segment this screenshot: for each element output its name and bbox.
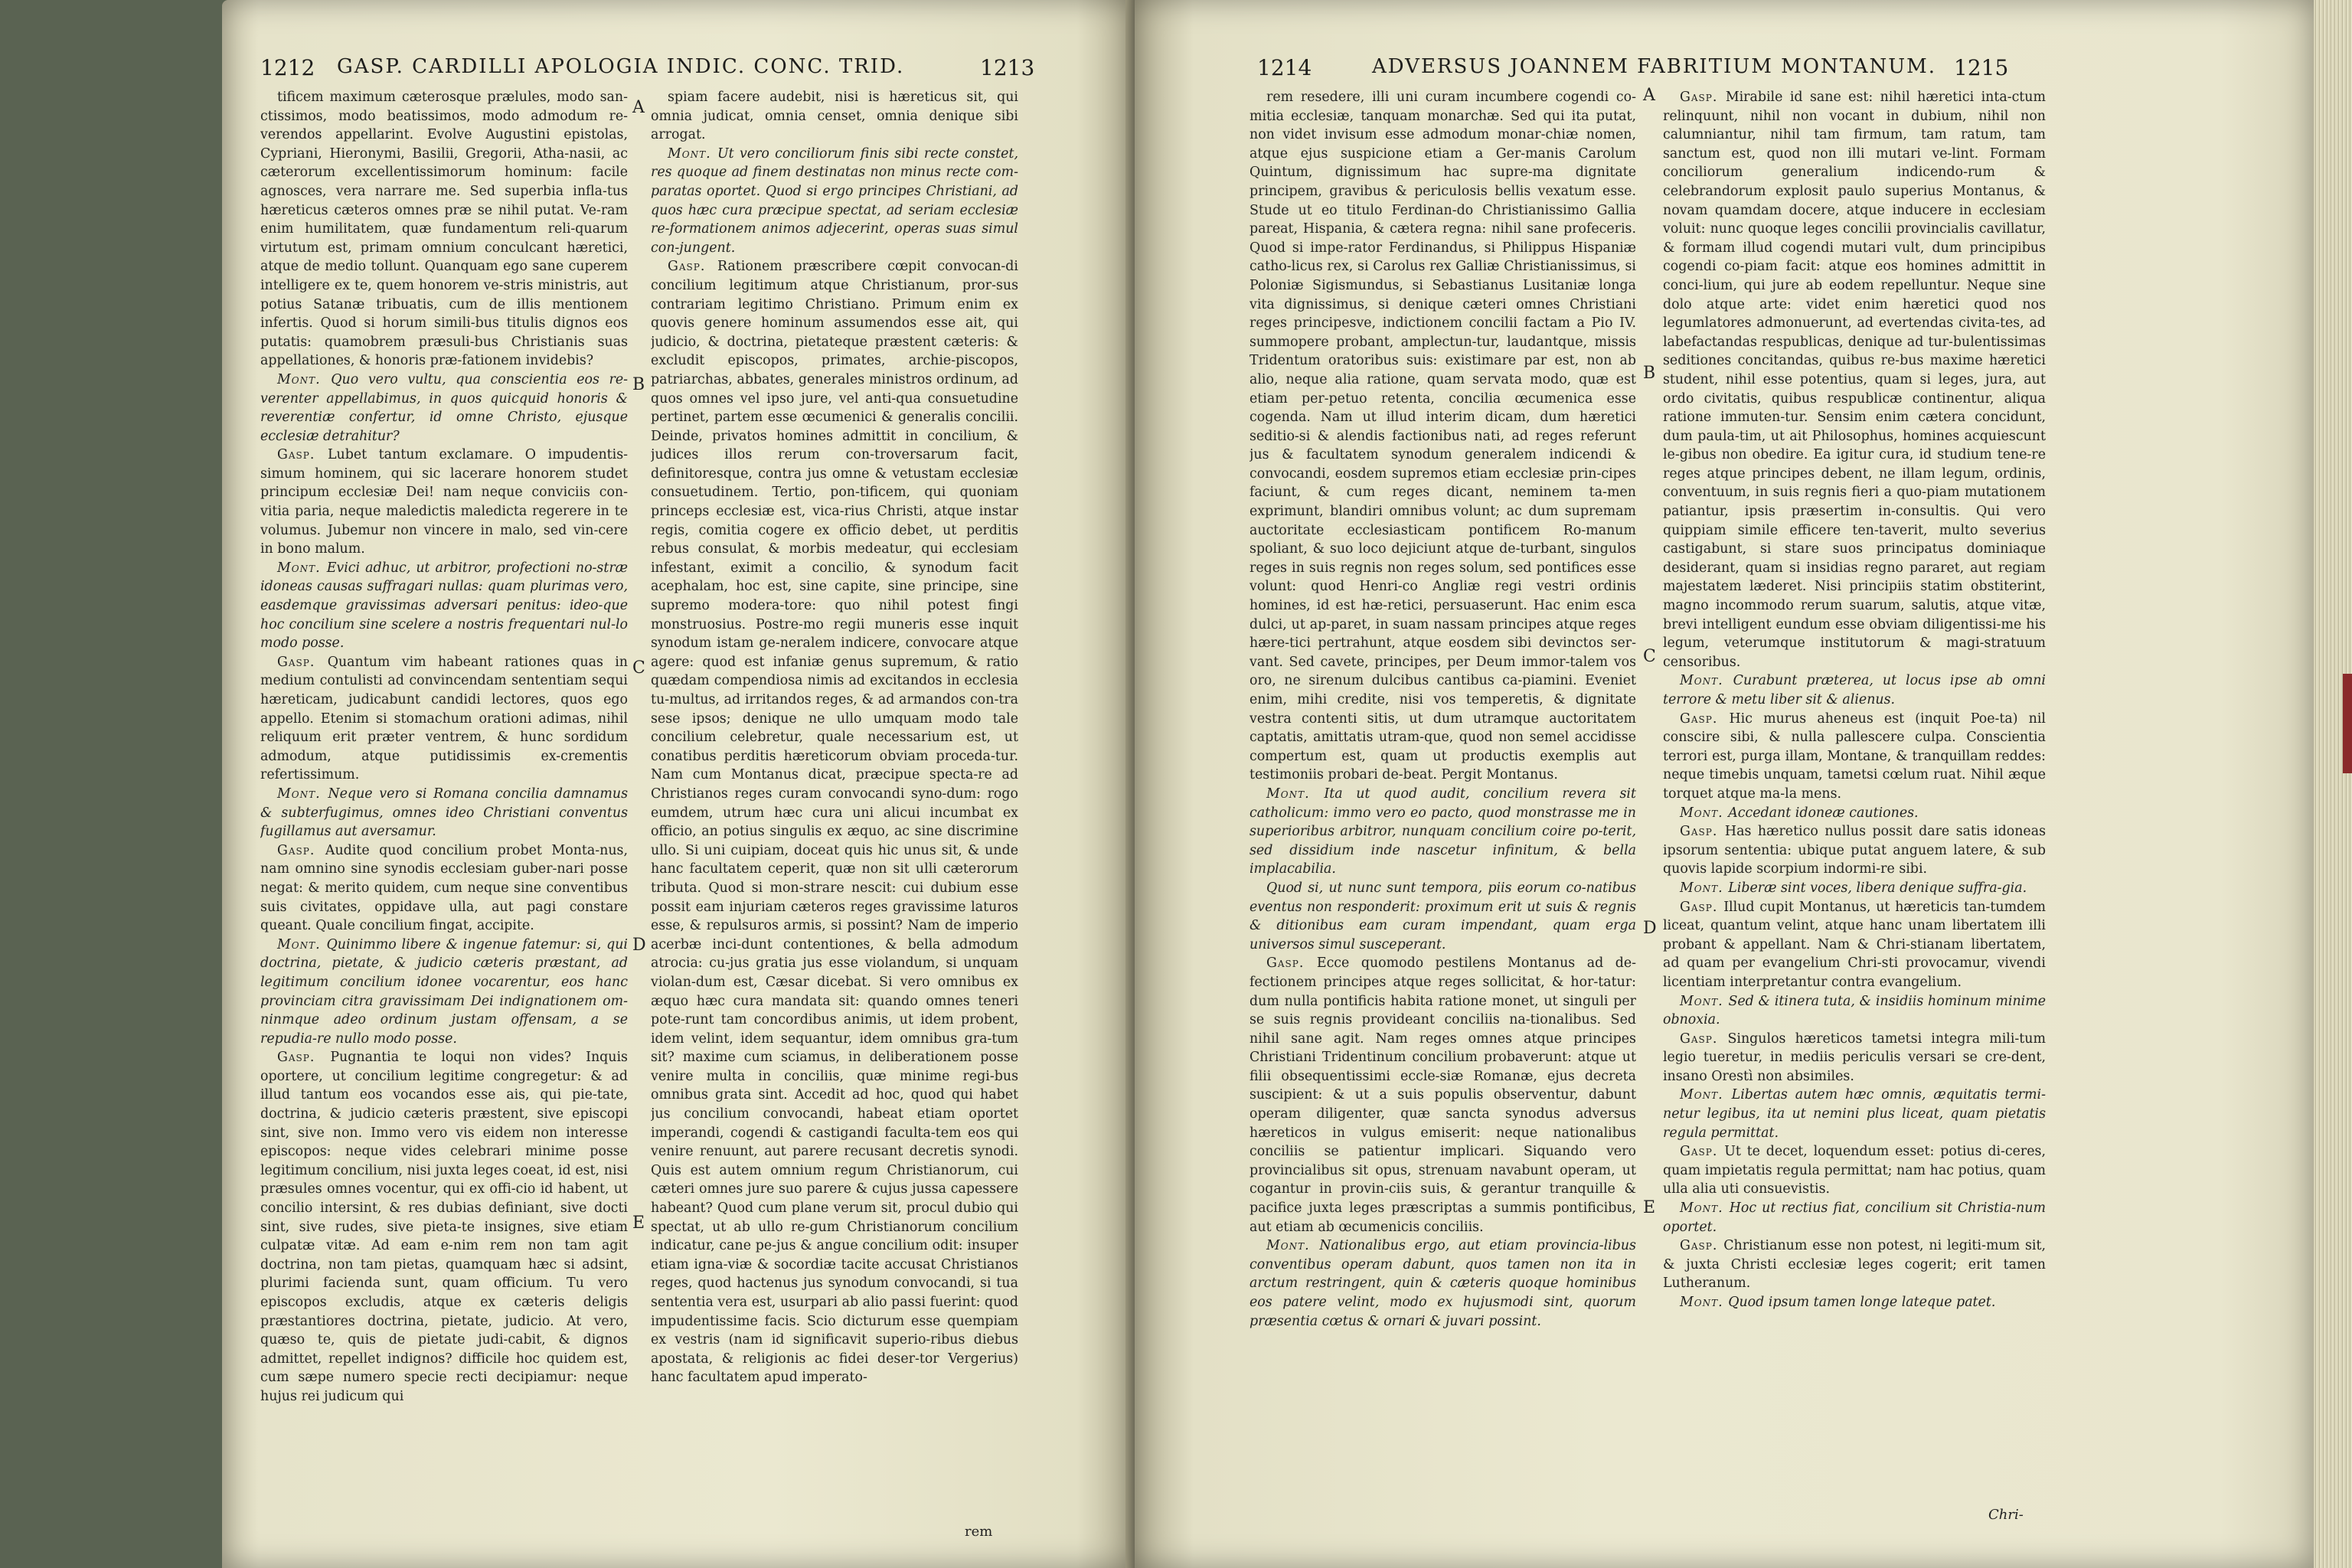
speaker-label: Mont. xyxy=(277,786,328,802)
margin-marker-c: C xyxy=(632,658,645,678)
speaker-label: Mont. xyxy=(668,145,717,162)
paragraph-text: tificem maximum cæterosque prælules, modo san-ctissimos, modo beatissimos, modo admodum re-verendos appellarint. Evolve Augustini epistolas, Cypriani, Hieronymi, Basilii, Gregorii, Atha-nasii, ac cæterorum excellentissimorum hominum: facile agnosces, vera narrare me. Sed superbia infla-tus hæreticus cæteros omnes præ se nihil putat. Ve-ram enim humilitatem, quæ fundamentum reli-quarum virtutum est, primam omnium conculcant hæretici, atque de medio tollunt. Quanquam ego sane cuperem intelligere ex te, quem honorem ve-stris ministris, aut potius Satanæ tribuatis, cum de illis mentionem infertis. Quod si horum simili-bus titulis dignos eos putatis: quamobrem præsuli-bus Christianis suas appellationes, & honoris præ-fationem invidebis? xyxy=(260,90,628,369)
speaker-label: Mont. xyxy=(277,936,327,952)
margin-marker-c-right: C xyxy=(1643,647,1656,666)
paragraph xyxy=(260,841,628,936)
paragraph xyxy=(1663,898,2046,992)
paragraph xyxy=(1663,88,2046,671)
paragraph-text: Nationalibus ergo, aut etiam provincia-libus conventibus operam dabunt, quos tamen non ita in arctum restringent, quin & cæteris quoque hominibus eos patere velint, modo ex hujusmodi sint, quorum præsentia cœtus & ornari & juvari possint. xyxy=(1250,1238,1636,1329)
left-page xyxy=(222,0,1132,1568)
paragraph-text: Ecce quomodo pestilens Montanus ad de-fectionem principes atque reges sollicitat, & hor-tatur: dum nulla pontificis habita ratione monet, ut singuli per se suis regnis provideant conciliis na-tionalibus. Sed nihil sane agit. Nam reges omnes atque principes Christiani Tridentinum concilium probaverunt: atque ut filii obsequentissimi eccle-siæ Romanæ, ejus decreta suscipient: & ut a suis populis observentur, dabunt operam diligenter, quæ sancta synodus adversus hæreticos in vulgus emiserit: neque nationalibus conciliis se patientur implicari. Siquando vero provincialibus sit opus, strenuam navabunt operam, ut cogantur in provin-ciis suis, & gerantur tranquille & pacifice juxta leges præscriptas a summis pontificibus, aut etiam ab œcumenicis conciliis. xyxy=(1250,956,1636,1235)
speaker-label: Mont. xyxy=(1680,1200,1730,1217)
page-number-left-a: 1212 xyxy=(260,55,315,80)
paragraph-text: Hoc ut rectius fiat, concilium sit Christia-num oportet. xyxy=(1663,1200,2046,1235)
right-page-column-a xyxy=(1250,88,1636,1501)
paragraph xyxy=(260,1048,628,1406)
speaker-label: Mont. xyxy=(1680,805,1729,821)
speaker-label: Gasp. xyxy=(1680,824,1725,840)
paragraph xyxy=(1663,804,2046,823)
paragraph-text: Quantum vim habeant rationes quas in medium contulisti ad convincendam sententiam sequi hæreticam, judicabunt candidi lectores, quos ego appello. Etenim si stomachum orationi adimas, nihil reliquum erit præter ventrem, & hunc sordidum admodum, atque putidissimis ex-crementis refertissimum. xyxy=(260,654,628,783)
right-page xyxy=(1135,0,2314,1568)
paragraph xyxy=(1663,992,2046,1030)
speaker-label: Gasp. xyxy=(277,842,325,858)
speaker-label: Gasp. xyxy=(668,259,717,275)
speaker-label: Mont. xyxy=(1680,880,1729,896)
paragraph-text: Pugnantia te loqui non vides? Inquis oportere, ut concilium legitime congregetur: & ad illud tantum eos vocandos esse ais, qui pie-tate, doctrina, & judicio cæteris præstent, sive episcopi sint, sive non. Immo vero vis eidem non interesse episcopos: neque vides celebrari minime posse legitimum concilium, nisi juxta leges coeat, id est, nisi præsules omnes vocentur, qui ex offi-cio id habent, ut concilio intersint, & res dubias definiant, sive docti sint, sive rudes, sive pieta-te insignes, sive etiam culpatæ vitæ. Ad eam e-nim rem non tam agit doctrina, non tam pietas, quamquam hæc si adsint, plurimi facienda sunt, quam officium. Tu vero episcopos excludis, atque ex cæteris deligis præstantiores doctrina, pietate, judicio. At vero, quæso te, quis de pietate judi-cabit, & dignos admittet, repellet indignos? difficile hoc quidem est, cum sæpe numero specie recti decipiamur: neque hujus rei judicum qui xyxy=(260,1050,628,1404)
paragraph-text: Ut vero conciliorum finis sibi recte constet, res quoque ad finem destinatas non minus recte com-paratas oportet. Quod si ergo principes Christiani, ad quos hæc cura præcipue spectat, ad seriam ecclesiæ re-formationem animos adjecerint, operas suas simul con-jungent. xyxy=(651,145,1018,256)
paragraph xyxy=(1663,710,2046,804)
speaker-label: Mont. xyxy=(1680,1295,1729,1310)
paragraph xyxy=(1250,879,1636,954)
speaker-label: Mont. xyxy=(1266,786,1325,802)
custos-left: rem xyxy=(965,1524,993,1540)
speaker-label: Mont. xyxy=(1266,1238,1320,1254)
paragraph xyxy=(1250,1236,1636,1331)
paragraph-text: rem resedere, illi uni curam incumbere cogendi co-mitia ecclesiæ, tanquam monarchæ. Sed qui ita putat, non videt invisum esse admodum monar-chiæ nomen, atque ejus suspicione etiam a Ger-manis Carolum Quintum, dignissimum hac supre-ma dignitate principem, gravibus & periculosis bellis vexatum esse. Stude ut eo titulo Ferdinan-do Christianissimo Gallia pareat, Hispania, & cætera regna: nihil sane profeceris. Quod si impe-rator Ferdinandus, si Philippus Hispaniæ catho-licus rex, si Carolus rex Galliæ Christianissimus, si Poloniæ Sigismundus, si Sebastianus Lusitaniæ longa vita dignissimus, si denique cæteri omnes Christiani reges principesve, indictionem concilii factam a Pio IV. summopere probant, amplectun-tur, laudantque, missis Tridentum oratoribus suis: existimare par est, non ab alio, neque alia ratione, quam servata modo, quæ est etiam per-petuo retenta, concilia œcumenica esse cogenda. Nam ut illud interim dicam, dum hæretici seditio-si & alendis factionibus nati, ad reges referunt jus & facultatem synodum generalem indicendi & convocandi, eosdem supremos etiam ecclesiæ prin-cipes faciunt, & cum reges dicant, neminem ta-men exprimunt, blandiri omnibus volunt; ac dum supremam auctoritate ecclesiasticam pontificem Ro-manum spoliant, & suo loco dejiciunt atque de-turbant, singulos reges in suis regnis non reges solum, sed pontifices esse volunt: quod Henri-co Angliæ regi vestri ordinis homines, id est hæ-retici, persuaserunt. Hac enim esca dulci, ut ap-paret, in suam nassam principes atque reges hære-tici pertrahunt, atque eosdem sibi devinctos ser-vant. Sed cavete, principes, per Deum immor-talem vos oro, ne sirenum dulcibus cantibus ca-piamini. Eveniet enim, mihi credite, nisi vos temperetis, & dignitate vestra contenti sitis, ut dum utramque auctoritatem captatis, amittatis utram-que, quod non semel accidisse compertum est, quam ut productis exemplis aut testimoniis probari de-beat. Pergit Montanus. xyxy=(1250,90,1636,783)
speaker-label: Gasp. xyxy=(277,1050,331,1066)
margin-marker-a-right: A xyxy=(1643,86,1655,105)
paragraph xyxy=(260,88,628,371)
paragraph-text: Christianum esse non potest, ni legiti-mum sit, & juxta Christi ecclesiæ leges cogerit; erit tamen Lutheranum. xyxy=(1663,1238,2046,1292)
paragraph xyxy=(1663,1199,2046,1236)
paragraph xyxy=(260,785,628,841)
paragraph-text: Evici adhuc, ut arbitror, profectioni no-stræ idoneas causas suffragari nullas: quam plurimas vero, easdemque gravissimas adversari penitus: ideo-que hoc concilium sine scelere a nostris frequentari nul-lo modo posse. xyxy=(260,560,628,652)
paragraph-text: Accedant idoneæ cautiones. xyxy=(1728,805,1919,821)
paragraph-text: Libertas autem hæc omnis, æquitatis termi-netur legibus, ita ut nemini plus liceat, quam pietatis regula permittat. xyxy=(1663,1087,2046,1141)
paragraph-text: spiam facere audebit, nisi is hæreticus sit, qui omnia judicat, omnia censet, omnia denique sibi arrogat. xyxy=(651,90,1018,143)
speaker-label: Gasp. xyxy=(1680,899,1724,915)
running-head-left: GASP. CARDILLI APOLOGIA INDIC. CONC. TRID. xyxy=(337,55,905,78)
paragraph-text: Quo vero vultu, qua conscientia eos re-verenter appellabimus, in quos quicquid honoris & reverentiæ confertur, id omne Christo, ejusque ecclesiæ detrahitur? xyxy=(260,371,628,444)
paragraph xyxy=(260,559,628,653)
speaker-label: Mont. xyxy=(1680,993,1729,1009)
margin-marker-d-right: D xyxy=(1643,919,1657,938)
speaker-label: Mont. xyxy=(1680,1087,1732,1103)
paragraph xyxy=(651,88,1018,145)
speaker-label: Mont. xyxy=(1680,673,1733,689)
custos-right: Chri- xyxy=(1988,1507,2024,1523)
paragraph-text: Audite quod concilium probet Monta-nus, nam omnino sine synodis ecclesiam guber-nari posse negat: & merito quidem, cum neque sine conventibus suis civitates, oppidave ulla, aut pagi constare queant. Quale concilium fingat, accipite. xyxy=(260,842,628,934)
paragraph-text: Quod ipsum tamen longe lateque patet. xyxy=(1728,1295,1996,1310)
paragraph-text: Illud cupit Montanus, ut hæreticis tan-tumdem liceat, quantum velint, atque hanc unam libertatem illi probant & appellant. Nam & Chri-stianam libertatem, ad quam per evangelium Chri-sti provocamur, vivendi licentiam interpretantur contra evangelium. xyxy=(1663,899,2046,990)
paragraph-text: Quinimmo libere & ingenue fatemur: si, qui doctrina, pietate, & judicio cæteris præstant, ad legitimum concilium idonee vocarentur, eos hanc provinciam citra gravissimam Dei indignationem om-ninmque adeo ordinum justam offensam, a se repudia-re nullo modo posse. xyxy=(260,936,628,1047)
paragraph xyxy=(260,446,628,559)
speaker-label: Gasp. xyxy=(1680,710,1730,727)
paragraph-text: Hic murus aheneus est (inquit Poe-ta) nil conscire sibi, & nulla pallescere culpa. Conscientia terrori est, purga illam, Montane, & tranquillam reddes: neque timebis unquam, tametsi cœlum ruat. Nihil æque torquet atque ma-la mens. xyxy=(1663,710,2046,802)
paragraph xyxy=(1663,671,2046,709)
speaker-label: Gasp. xyxy=(277,447,328,463)
margin-marker-e-right: E xyxy=(1643,1198,1656,1217)
margin-marker-a: A xyxy=(632,98,645,117)
page-number-right-a: 1214 xyxy=(1257,55,1312,80)
left-page-column-a xyxy=(260,88,628,1501)
paragraph-text: Ita ut quod audit, concilium revera sit catholicum: immo vero eo pacto, quod monstrasse me in superioribus arbitror, nunquam concilium coire po-terit, sed dissidium inde nascetur infinitum, & bella implacabilia. xyxy=(1250,786,1636,877)
paragraph xyxy=(1250,785,1636,879)
paragraph-text: Liberæ sint voces, libera denique suffra-gia. xyxy=(1728,880,2027,896)
paragraph xyxy=(1663,1030,2046,1086)
paragraph xyxy=(1250,88,1636,785)
paragraph xyxy=(260,936,628,1049)
paragraph xyxy=(1250,954,1636,1236)
paragraph xyxy=(1663,822,2046,879)
speaker-label: Gasp. xyxy=(277,654,328,670)
margin-marker-d: D xyxy=(632,936,646,955)
paragraph xyxy=(1663,1236,2046,1293)
paragraph-text: Quod si, ut nunc sunt tempora, piis eorum co-natibus eventus non responderit: proximum erit ut suis & regnis & ditionibus eam curam impendant, quam erga universos simul susceperant. xyxy=(1250,880,1636,952)
speaker-label: Gasp. xyxy=(1680,1144,1725,1160)
paragraph xyxy=(651,257,1018,1387)
margin-marker-e: E xyxy=(632,1214,645,1233)
speaker-label: Gasp. xyxy=(1680,1031,1728,1047)
paragraph-text: Curabunt præterea, ut locus ipse ab omni terrore & metu liber sit & alienus. xyxy=(1663,673,2046,707)
left-page-column-b xyxy=(651,88,1018,1501)
ribbon-marker xyxy=(2343,674,2352,773)
paragraph xyxy=(260,371,628,446)
paragraph-text: Lubet tantum exclamare. O impudentis-simum hominem, qui sic lacerare honorem studet principum ecclesiæ Dei! nam neque conviciis con-vitia paria, neque maledictis maledicta regerere in te volumus. Jubemur non vincere in malo, sed vin-cere in bono malum. xyxy=(260,447,628,557)
paragraph xyxy=(1663,1142,2046,1199)
speaker-label: Gasp. xyxy=(1680,1238,1724,1254)
margin-marker-b-right: B xyxy=(1643,364,1656,383)
page-edges xyxy=(2314,0,2352,1568)
paragraph xyxy=(1663,1293,2046,1312)
paragraph xyxy=(1663,879,2046,898)
paragraph-text: Rationem præscribere cœpit convocan-di concilium legitimum atque Christianum, pror-sus contrariam legitimo Christiano. Primum enim ex quovis genere hominum assumendos esse ait, qui judicio, & doctrina, pietateque præstent cæteris: & excludit episcopos, primates, archie-piscopos, patriarchas, abbates, generales ministros ordinum, ad quos omnes vel ipso jure, vel anti-qua consuetudine pertinet, partem esse œcumenici & generalis concilii. Deinde, privatos homines admittit in concilium, & judices illos rerum con-troversarum facit, definitoresque, contra jus omne & vetustam ecclesiæ consuetudinem. Tertio, pon-tificem, qui quoniam princeps ecclesiæ est, vica-rius Christi, atque instar regis, comitia cogere ex officio debet, ut perditis rebus consulat, & morbis medeatur, qui ecclesiam infestant, eximit a concilio, & synodum facit acephalam, hoc est, sine capite, sine principe, sine supremo modera-tore: quo nihil potest fingi monstruosius. Postre-mo regii muneris esse inquit synodum istam ge-neralem indicere, convocare atque agere: quod est infaniæ genus supremum, & ratio quædam compendiosa nimis ad excitandos in ecclesia tu-multus, ad irritandos reges, & ad armandos con-tra sese ipsos; denique ne ullo umquam modo tale concilium celebretur, quale necessarium est, ut conatibus perditis hæreticorum obviam proceda-tur. Nam cum Montanus dicat, præcipue specta-re ad Christianos reges curam convocandi syno-dum: rogo eumdem, utrum hæc cura uni alicui incumbat ex officio, an potius singulis ex æquo, ac sine discrimine ullo. Si uni cuipiam, doceat quis hic unus sit, & unde hanc facultatem ceperit, quæ non sit ulli cæterorum tributa. Quod si mon-strare nescit: cui dubium esse possit eam injuriam cæteros reges gravissime laturos esse, & repulsuros armis, si possint? Nam de imperio acerbæ inci-dunt contentiones, & bella admodum atrocia: cu-jus gratia jus esse violandum, si unquam violan-dum est, Cæsar dicebat. Si vero omnibus ex æquo hæc cura mandata sit: quando omnes teneri pote-runt tam concordibus animis, ut idem probent, idem velint, idem sequantur, idem omnibus gra-tum sit? maxime cum sciamus, in deliberationem posse venire multa in conciliis, quæ minime regi-bus omnibus grata sint. Accedit ad hoc, quod qui habet jus concilium convocandi, habeat etiam oportet imperandi, cogendi & castigandi faculta-tem eos qui venire renuunt, aut parere recusant decretis synodi. Quis est autem omnium regum Christianorum, cui cæteri omnes jure suo parere & cujus jussa capessere habeant? Quod cum plane verum sit, procul dubio qui spectat, ut ab ullo re-gum Christianorum concilium indicatur, cane pe-jus & angue concilium odit: insuper etiam igna-viæ & socordiæ tacite accusat Christianos reges, quod hactenus jus synodum convocandi, si tua sententia vera est, usurpari ab alio passi fuerint: quod impudentissime facis. Scio dicturum esse quempiam ex vestris (nam id significavit superio-ribus diebus apostata, & religionis ac fidei deser-tor Vergerius) hanc facultatem apud imperato- xyxy=(651,259,1018,1386)
speaker-label: Gasp. xyxy=(1266,956,1317,972)
speaker-label: Mont. xyxy=(277,560,327,576)
paragraph-text: Mirabile id sane est: nihil hæretici inta-ctum relinquunt, nihil non vocant in dubium, nihil non calumniantur, nihil tam firmum, tam ratum, tam sanctum est, quod non illi mutari ve-lint. Formam conciliorum generalium indicendo-rum & celebrandorum explosit paulo superius Montanus, & novam quamdam docere, atque inducere in ecclesiam voluit: nunc quoque leges concilii provincialis cavillatur, & formam illud cogendi mutari vult, dum principibus cogendi co-piam facit: atque eos homines admittit in conci-lium, qui jure ab eodem repelluntur. Neque sine dolo atque arte: videt enim hæretici quod nos legumlatores admonuerunt, ad evertendas civita-tes, ad labefactandas respublicas, denique ad tur-bulentissimas seditiones concitandas, quibus re-bus maxime hæretici student, nihil esse potentius, quam si leges, jura, aut ordo civitatis, quibus respublicæ continentur, aliqua ratione immuten-tur. Sensim enim cætera concidunt, dum paula-tim, ut ait Philosophus, homines acquiescunt le-gibus non obedire. Ea igitur cura, id studium tene-re reges atque principes debent, ne illam legum, ordinis, conventuum, in suis regnis fieri a quo-piam mutationem patiantur, ipsis præsertim in-consultis. Qui vero quippiam simile efficere ten-taverit, multo severius castigabunt, si stare suos principatus dominiaque desiderant, quam si insidias regno pararet, aut regiam majestatem læderet. Nisi principiis statim obstiterint, magno incommodo rerum suarum, salutis, atque vitæ, brevi intelligent eundum esse obviam diligentissi-me his legum, veterumque institutorum & magi-stratuum censoribus. xyxy=(1663,90,2046,670)
paragraph-text: Ut te decet, loquendum esset: potius di-ceres, quam impietatis regula permittat; nam hac potius, quam ulla alia uti consuevistis. xyxy=(1663,1144,2046,1197)
paragraph xyxy=(1663,1086,2046,1142)
paragraph xyxy=(651,145,1018,258)
speaker-label: Mont. xyxy=(277,371,332,387)
page-number-right-b: 1215 xyxy=(1954,55,2009,80)
page-number-left-b: 1213 xyxy=(980,55,1035,80)
paragraph-text: Neque vero si Romana concilia damnamus & subterfugimus, omnes ideo Christiani conventus fugillamus aut aversamur. xyxy=(260,786,628,840)
paragraph-text: Singulos hæreticos tametsi integra mili-tum legio tueretur, in mediis periculis versari se cre-dent, insano Orestì non absimiles. xyxy=(1663,1031,2046,1084)
paragraph-text: Has hæretico nullus possit dare satis idoneas ipsorum sententia: ubique putat anguem latere, & sub quovis lapide scorpium indormi-re sibi. xyxy=(1663,824,2046,877)
running-head-right: ADVERSUS JOANNEM FABRITIUM MONTANUM. xyxy=(1372,55,1937,78)
paragraph-text: Sed & itinera tuta, & insidiis hominum minime obnoxia. xyxy=(1663,993,2046,1028)
speaker-label: Gasp. xyxy=(1680,90,1726,105)
margin-marker-b: B xyxy=(632,375,645,394)
paragraph xyxy=(260,653,628,785)
right-page-column-b xyxy=(1663,88,2046,1501)
